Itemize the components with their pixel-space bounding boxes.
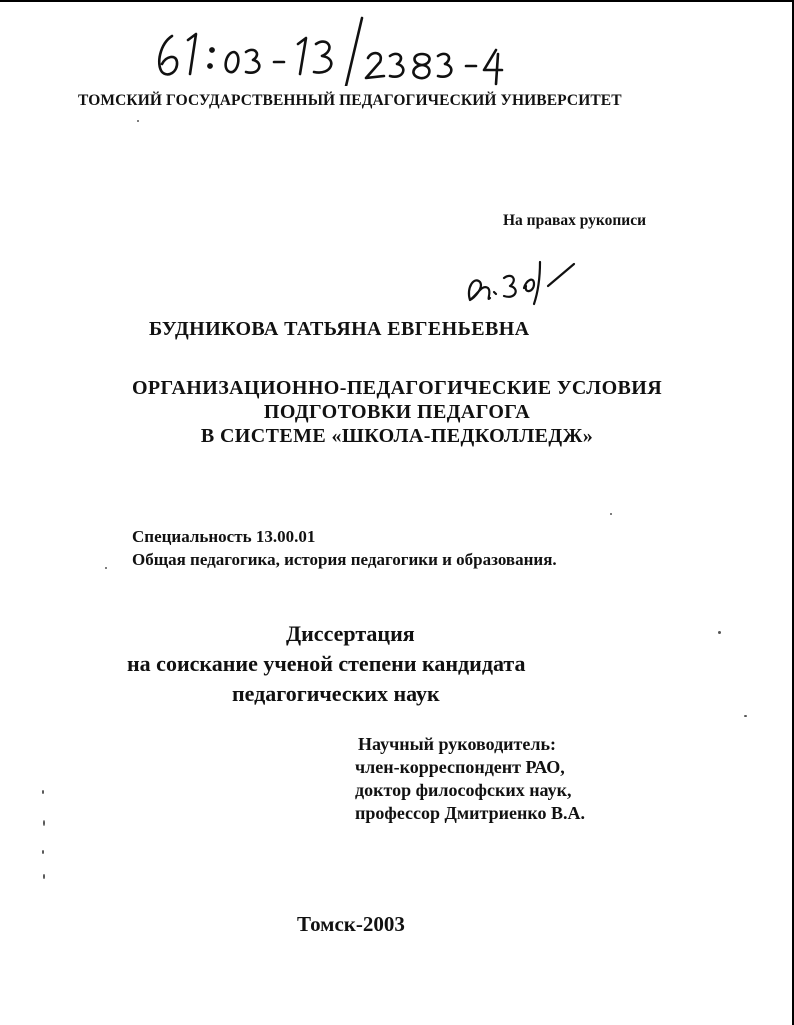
handwritten-signature bbox=[460, 258, 580, 308]
page-border-top bbox=[0, 0, 794, 2]
scan-speck bbox=[43, 820, 45, 826]
scan-speck bbox=[105, 567, 107, 569]
scan-speck bbox=[43, 874, 45, 879]
supervisor-block bbox=[355, 733, 585, 825]
scan-speck bbox=[137, 120, 139, 122]
supervisor-title-1: член-корреспондент РАО, bbox=[355, 757, 565, 777]
city-and-year: Томск-2003 bbox=[297, 912, 405, 936]
dissertation-label: Диссертация bbox=[286, 621, 415, 646]
manuscript-rights-note: На правах рукописи bbox=[503, 212, 647, 229]
scan-speck bbox=[42, 850, 44, 854]
scan-speck bbox=[744, 715, 747, 717]
supervisor-title-2: доктор философских наук, bbox=[355, 780, 572, 800]
dissertation-title-line-1: ОРГАНИЗАЦИОННО-ПЕДАГОГИЧЕСКИЕ УСЛОВИЯ bbox=[131, 377, 663, 399]
dissertation-title-line-2: ПОДГОТОВКИ ПЕДАГОГА bbox=[263, 401, 531, 423]
university-name: ТОМСКИЙ ГОСУДАРСТВЕННЫЙ ПЕДАГОГИЧЕСКИЙ УНИВЕРСИТЕТ bbox=[78, 92, 622, 109]
dissertation-title-line-3: В СИСТЕМЕ «ШКОЛА-ПЕДКОЛЛЕДЖ» bbox=[200, 425, 594, 447]
author-name: БУДНИКОВА ТАТЬЯНА ЕВГЕНЬЕВНА bbox=[149, 318, 530, 340]
degree-line: на соискание ученой степени кандидата bbox=[127, 651, 526, 676]
supervisor-name: профессор Дмитриенко В.А. bbox=[355, 803, 585, 823]
specialty-name: Общая педагогика, история педагогики и образования. bbox=[132, 550, 557, 569]
specialty-code: Специальность 13.00.01 bbox=[132, 527, 316, 546]
scan-speck bbox=[610, 513, 612, 515]
scan-speck bbox=[718, 631, 721, 634]
supervisor-label: Научный руководитель: bbox=[358, 734, 556, 754]
handwritten-catalog-number bbox=[150, 14, 530, 86]
scan-speck bbox=[42, 790, 44, 794]
field-of-science: педагогических наук bbox=[232, 681, 440, 706]
